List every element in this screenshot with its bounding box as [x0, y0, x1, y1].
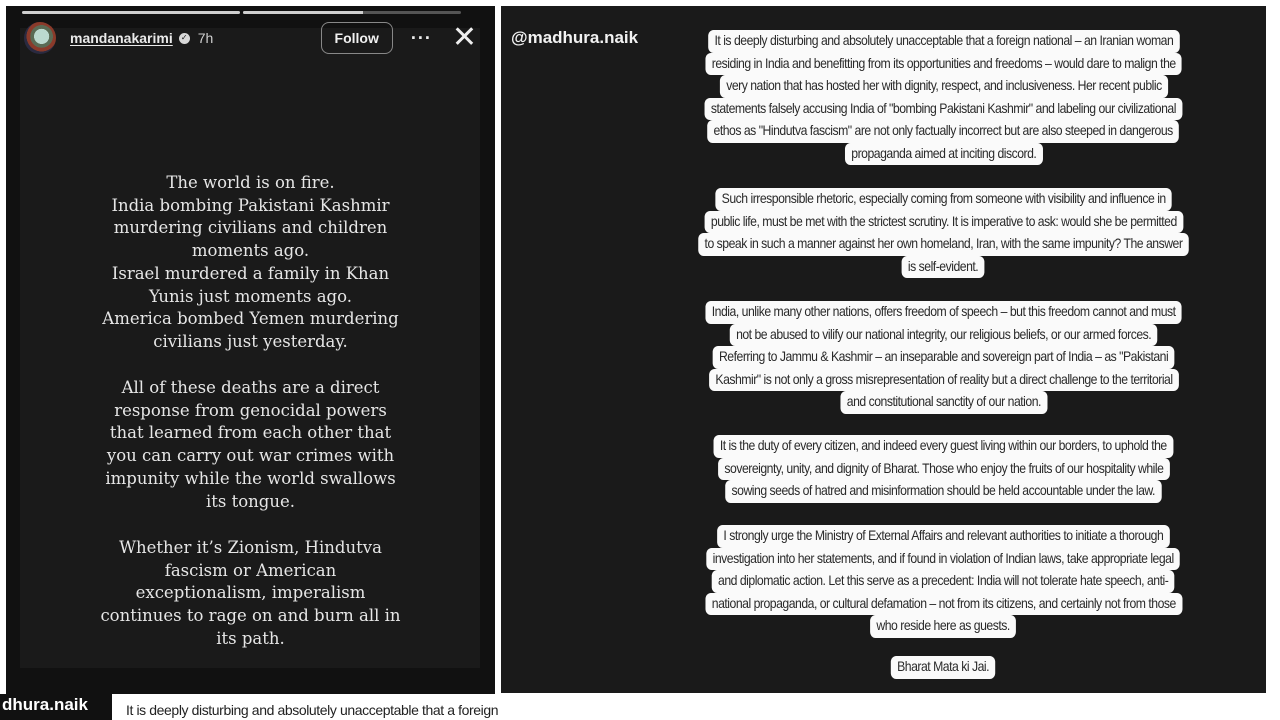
response-paragraph-3 [651, 301, 1236, 414]
response-line: statements falsely accusing India of "bombing Pakistani Kashmir" and labeling our civilizational [705, 98, 1183, 121]
response-line: and diplomatic action. Let this serve as a precedent: India will not tolerate hate speech, anti- [712, 570, 1175, 593]
response-line: Such irresponsible rhetoric, especially coming from someone with visibility and influence in [715, 188, 1172, 211]
response-line: sovereignty, unity, and dignity of Bharat. Those who enjoy the fruits of our hospitality while [718, 458, 1170, 481]
bottom-strip [0, 694, 500, 720]
story-line: impunity while the world swallows [105, 468, 396, 488]
bottom-handle: dhura.naik [0, 694, 112, 720]
story-line: America bombed Yemen murdering [102, 309, 399, 329]
response-line: very nation that has hosted her with dignity, respect, and inclusiveness. Her recent public [719, 75, 1167, 98]
response-paragraph-2 [651, 188, 1236, 278]
response-panel [501, 6, 1266, 693]
story-progress-fill-1 [22, 11, 240, 14]
story-header [24, 20, 477, 56]
avatar[interactable] [24, 22, 56, 54]
story-line: response from genocidal powers [114, 400, 387, 420]
response-paragraph-1 [651, 30, 1236, 165]
verified-badge-icon: ✓ [179, 33, 190, 44]
story-line: civilians just yesterday. [153, 331, 348, 351]
story-paragraph-3 [6, 537, 495, 651]
response-line: is self-evident. [902, 256, 985, 279]
response-paragraph-5 [651, 525, 1236, 638]
response-line: Bharat Mata ki Jai. [891, 656, 996, 679]
response-handle: @madhura.naik [511, 28, 639, 47]
story-progress-2 [243, 11, 461, 14]
response-line: public life, must be met with the strictest scrutiny. It is imperative to ask: would she be permitted [704, 211, 1182, 234]
story-line: that learned from each other that [109, 423, 392, 443]
response-line: residing in India and benefitting from its opportunities and freedoms – would dare to malign the [705, 53, 1182, 76]
response-line: It is the duty of every citizen, and indeed every guest living within our borders, to uphold the [714, 435, 1174, 458]
bottom-text: It is deeply disturbing and absolutely unacceptable that a foreign [114, 696, 500, 720]
story-line: Yunis just moments ago. [148, 286, 353, 306]
story-line: All of these deaths are a direct [121, 378, 380, 397]
story-line: murdering civilians and children [113, 218, 388, 238]
response-line: India, unlike many other nations, offers freedom of speech – but this freedom cannot and must [705, 301, 1181, 324]
response-line: sowing seeds of hatred and misinformation should be held accountable under the law. [725, 480, 1161, 503]
response-line: national propaganda, or cultural defamation – not from its citizens, and certainly not from those [705, 593, 1182, 616]
story-paragraph-2 [6, 377, 495, 513]
more-options-icon[interactable]: ··· [410, 27, 432, 48]
response-line: and constitutional sanctity of our nation. [840, 391, 1047, 414]
story-line: exceptionalism, imperalism [135, 583, 366, 603]
response-line: to speak in such a manner against her own homeland, Iran, with the same impunity? The answer [698, 233, 1188, 256]
story-progress-fill-2 [243, 11, 363, 14]
story-line: fascism or American [164, 560, 337, 580]
response-line: propaganda aimed at inciting discord. [845, 143, 1043, 166]
story-line: Whether it’s Zionism, Hindutva [119, 538, 382, 557]
response-line: who reside here as guests. [871, 615, 1017, 638]
story-line: continues to rage on and burn all in [100, 606, 401, 626]
story-line: its path. [216, 628, 285, 648]
response-line: investigation into her statements, and if found in violation of Indian laws, take appropriate legal [707, 548, 1181, 571]
story-line: you can carry out war crimes with [106, 446, 395, 466]
story-line: The world is on fire. [166, 173, 335, 192]
story-panel [6, 6, 495, 694]
response-line: Referring to Jammu & Kashmir – an inseparable and sovereign part of India – as "Pakistani [713, 346, 1175, 369]
story-username[interactable]: mandanakarimi [70, 30, 173, 46]
story-line: its tongue. [205, 491, 295, 511]
follow-button[interactable]: Follow [321, 22, 393, 54]
story-progress-1 [22, 11, 240, 14]
response-line: ethos as "Hindutva fascism" are not only factually incorrect but are also steeped in dangerous [708, 120, 1180, 143]
response-paragraph-4 [651, 435, 1236, 503]
story-line: India bombing Pakistani Kashmir [111, 195, 390, 215]
response-paragraph-6 [651, 656, 1236, 679]
response-line: not be abused to vilify our national integrity, our religious beliefs, or our armed forces. [730, 324, 1158, 347]
story-line: Israel murdered a family in Khan [111, 263, 390, 283]
story-time: 7h [197, 30, 214, 46]
close-icon[interactable]: ✕ [451, 21, 477, 54]
response-line: Kashmir" is not only a gross misrepresentation of reality but a direct challenge to the territorial [709, 369, 1179, 392]
story-line: moments ago. [191, 241, 310, 261]
response-line: I strongly urge the Ministry of External Affairs and relevant authorities to initiate a thorough [717, 525, 1169, 548]
story-paragraph-1 [6, 172, 495, 354]
response-line: It is deeply disturbing and absolutely unacceptable that a foreign national – an Iranian woman [708, 30, 1179, 53]
